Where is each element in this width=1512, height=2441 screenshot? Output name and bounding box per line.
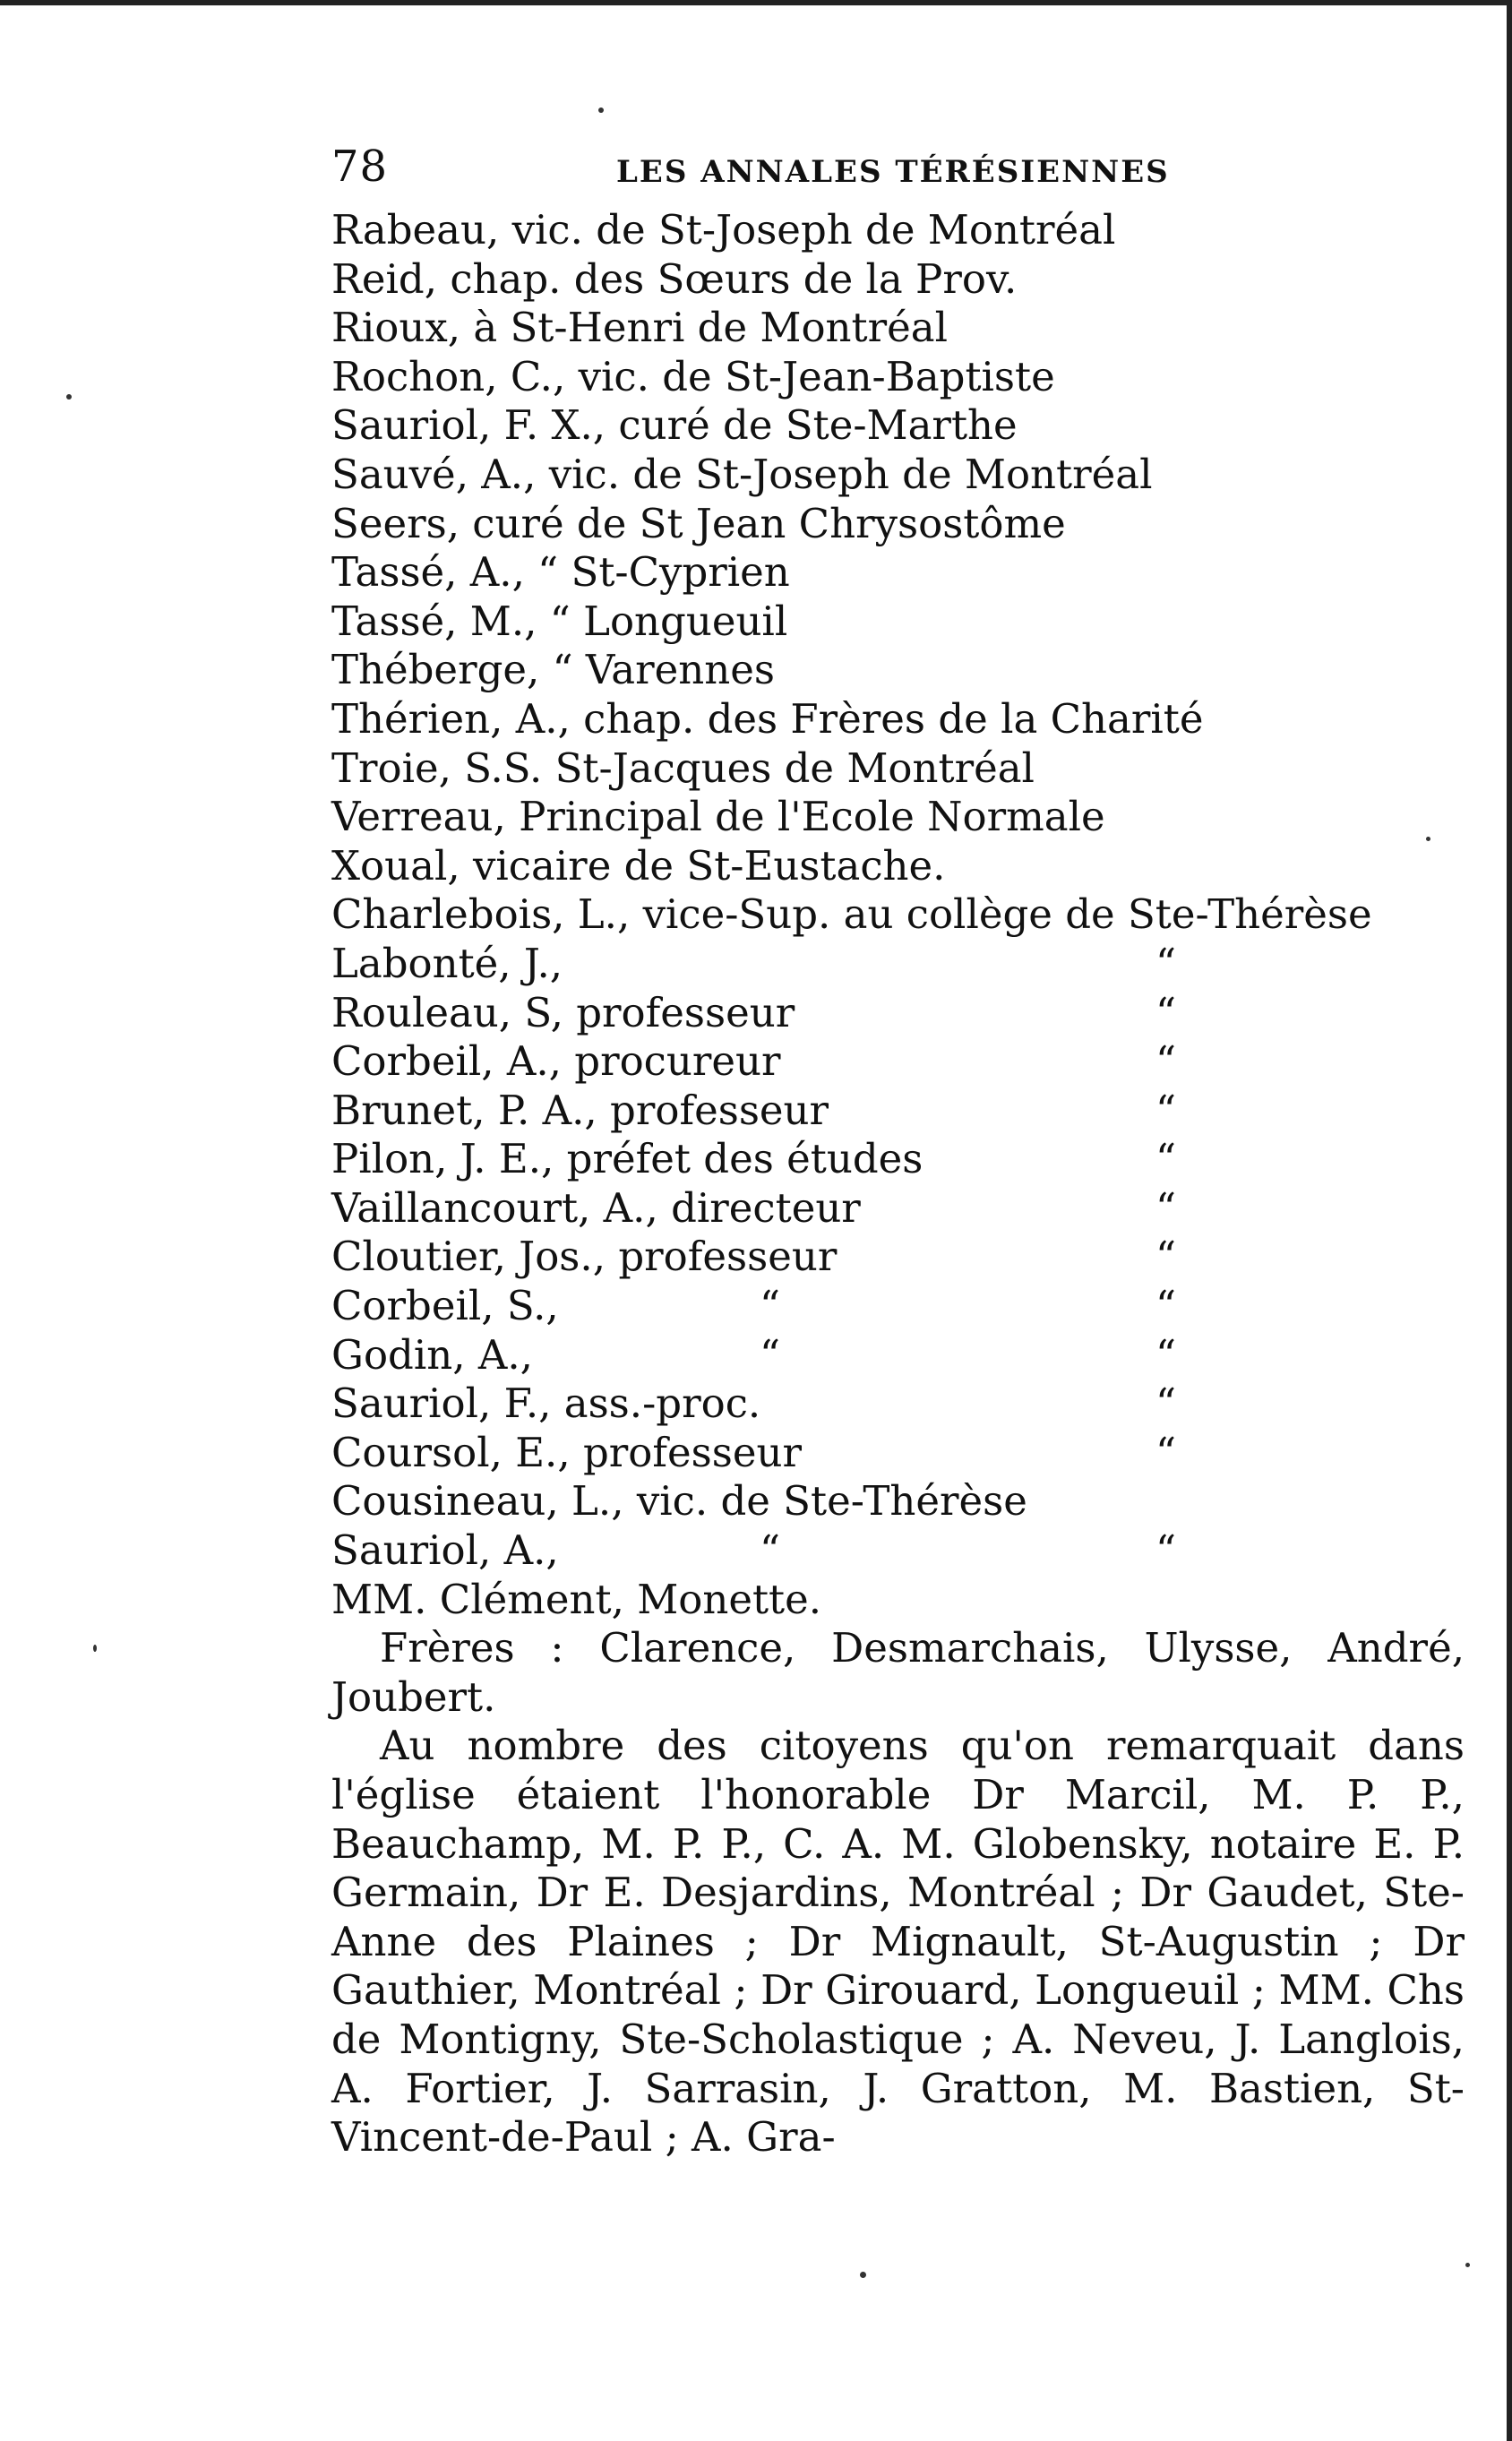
entry-text: Coursol, E., professeur (331, 1428, 802, 1476)
ditto-mark: “ (1155, 1135, 1177, 1183)
entry-text: Vaillancourt, A., directeur (331, 1183, 861, 1232)
entry-text: Corbeil, A., procureur (331, 1037, 781, 1086)
list-item (331, 500, 1478, 549)
list-item (331, 1576, 1478, 1625)
entry-text: Corbeil, S., (331, 1282, 559, 1330)
ditto-mark: “ (760, 1526, 781, 1575)
entry-text: Théberge, “ Varennes (331, 646, 775, 694)
entry-text: Tassé, M., “ Longueuil (331, 597, 788, 645)
list-item (331, 597, 1478, 647)
entry-text: Rioux, à St-Henri de Montréal (331, 304, 948, 352)
ditto-mark: “ (1155, 1233, 1177, 1281)
list-item (331, 940, 1478, 989)
ditto-mark: “ (1155, 1282, 1177, 1330)
entry-text: Xoual, vicaire de St-Eustache. (331, 841, 946, 890)
list-item (331, 353, 1478, 402)
list-item (331, 1429, 1478, 1478)
page-header (331, 134, 1478, 206)
list-item (331, 304, 1478, 353)
scan-speck (1465, 2263, 1470, 2267)
list-item (331, 989, 1478, 1038)
ditto-mark: “ (1155, 1380, 1177, 1428)
entry-text: Charlebois, L., vice-Sup. au collège de Ste-Thérèse (331, 890, 1372, 939)
entry-text: Cousineau, L., vic. de Ste-Thérèse (331, 1477, 1027, 1526)
entry-text: Sauvé, A., vic. de St-Joseph de Montréal (331, 450, 1153, 498)
entry-text: Sauriol, A., (331, 1526, 559, 1575)
entry-text: Rouleau, S, professeur (331, 988, 795, 1036)
list-item (331, 842, 1478, 891)
list-item (331, 1037, 1478, 1087)
list-item (331, 206, 1478, 255)
list-item (331, 744, 1478, 794)
list-item (331, 1184, 1478, 1233)
entry-text: Brunet, P. A., professeur (331, 1086, 829, 1134)
list-item (331, 1526, 1478, 1576)
ditto-mark: “ (760, 1282, 781, 1330)
entry-text: Labonté, J., (331, 939, 563, 987)
ditto-mark: “ (1155, 1037, 1177, 1086)
list-item (331, 451, 1478, 500)
ditto-mark: “ (1155, 1086, 1177, 1134)
ditto-mark: “ (1155, 1183, 1177, 1232)
list-item (331, 1331, 1478, 1380)
ditto-mark: “ (1155, 1526, 1177, 1575)
entry-text: Rochon, C., vic. de St-Jean-Baptiste (331, 352, 1055, 400)
scan-top-border (0, 0, 1512, 9)
paragraph-citoyens: Au nombre des citoyens qu'on remarquait dans l'église étaient l'honorable Dr Marcil, M. P. P., Beauchamp, M. P. P., C. A. M. Globensky, notaire E. P. Germain, Dr E. Desjardins, Montréal ; Dr Gaudet, Ste-Anne des Plaines ; Dr Mignault, St-Augustin ; Dr Gauthier, Montréal ; Dr Girouard, Longueuil ; MM. Chs de Montigny, Ste-Scholastique ; A. Neveu, J. Langlois, A. Fortier, J. Sarrasin, J. Gratton, M. Bastien, St-Vincent-de-Paul ; A. Gra- (331, 1722, 1465, 2162)
list-item (331, 1282, 1478, 1331)
list-item (331, 646, 1478, 695)
entry-text: Sauriol, F. X., curé de Ste-Marthe (331, 401, 1018, 450)
list-item (331, 1380, 1478, 1429)
paragraph-freres: Frères : Clarence, Desmarchais, Ulysse, André, Joubert. (331, 1624, 1465, 1721)
entry-text: Sauriol, F., ass.-proc. (331, 1380, 761, 1428)
entry-text: Troie, S.S. St-Jacques de Montréal (331, 743, 1035, 792)
page-number: 78 (331, 142, 389, 192)
entry-text: Reid, chap. des Sœurs de la Prov. (331, 254, 1018, 303)
scan-speck (1426, 837, 1430, 841)
entry-text: Seers, curé de St Jean Chrysostôme (331, 499, 1066, 547)
list-item (331, 1233, 1478, 1282)
entry-text: Thérien, A., chap. des Frères de la Charité (331, 694, 1204, 743)
list-item (331, 1135, 1478, 1184)
list-item (331, 401, 1478, 451)
ditto-mark: “ (1155, 1428, 1177, 1476)
ditto-mark: “ (1155, 988, 1177, 1036)
scan-speck (66, 394, 72, 400)
scan-speck (93, 1645, 97, 1652)
entry-text: Cloutier, Jos., professeur (331, 1233, 838, 1281)
scan-speck (598, 107, 604, 113)
entry-text: Rabeau, vic. de St-Joseph de Montréal (331, 206, 1116, 254)
entry-text: Godin, A., (331, 1330, 533, 1379)
page-body (331, 134, 1478, 2162)
entry-text: Tassé, A., “ St-Cyprien (331, 548, 790, 597)
scan-speck (860, 2272, 866, 2278)
list-item (331, 548, 1478, 597)
list-item (331, 255, 1478, 305)
ditto-mark: “ (1155, 1330, 1177, 1379)
scan-right-border (1503, 0, 1512, 2441)
list-item (331, 793, 1478, 842)
list-item (331, 695, 1478, 744)
list-item (331, 890, 1478, 940)
list-item (331, 1087, 1478, 1136)
entry-text: MM. Clément, Monette. (331, 1575, 822, 1623)
list-item (331, 1477, 1478, 1526)
ditto-mark: “ (1155, 939, 1177, 987)
entry-text: Pilon, J. E., préfet des études (331, 1135, 924, 1183)
running-title: LES ANNALES TÉRÉSIENNES (616, 154, 1170, 190)
entry-text: Verreau, Principal de l'Ecole Normale (331, 793, 1105, 841)
clergy-list (331, 206, 1478, 1624)
ditto-mark: “ (760, 1330, 781, 1379)
